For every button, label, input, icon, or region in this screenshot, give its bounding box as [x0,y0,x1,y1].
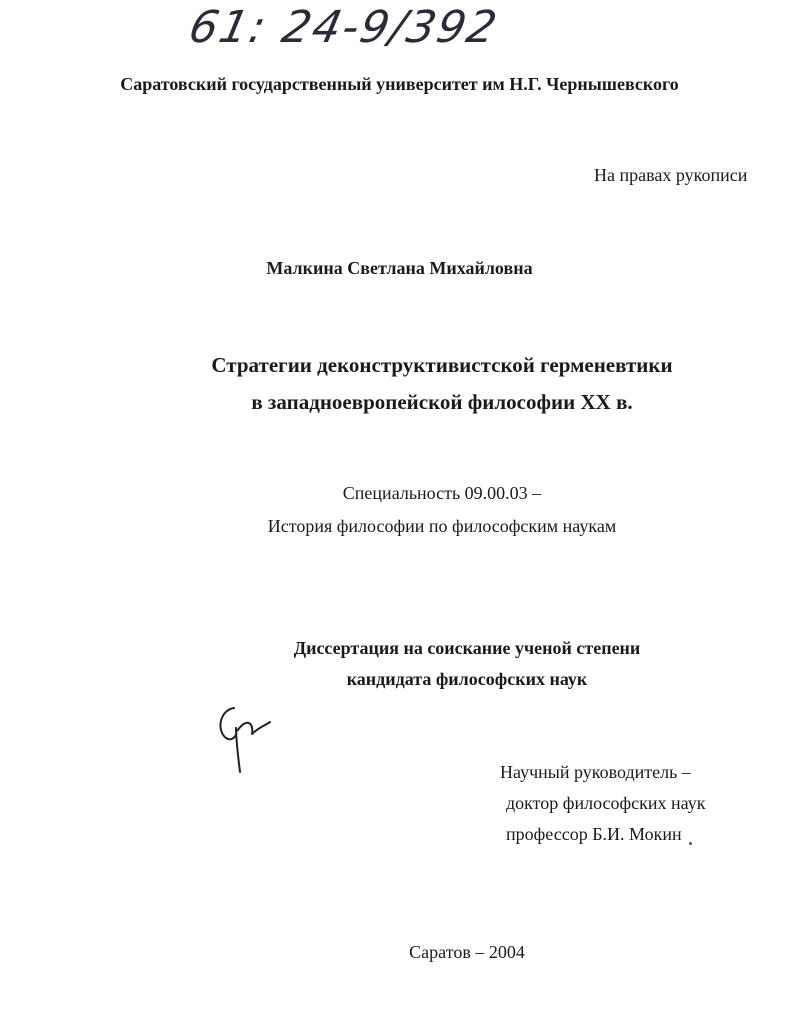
specialty-line-1: Специальность 09.00.03 – [342,483,542,503]
dissertation-title-line-2: в западноевропейской философии XX в. [251,390,633,414]
supervisor-line-2: доктор философских наук [506,793,706,813]
degree-line-2: кандидата философских наук [346,669,588,689]
stray-mark [689,842,692,845]
supervisor-line-3: профессор Б.И. Мокин [506,824,682,844]
university-name: Саратовский государственный университет им Н.Г. Чернышевского [120,74,679,94]
author-name: Малкина Светлана Михайловна [266,258,533,278]
degree-line-1: Диссертация на соискание ученой степени [293,638,641,658]
rights-note: На правах рукописи [594,165,748,185]
handwritten-archive-code: 61: 24-9/392 [184,2,503,53]
dissertation-title-line-1: Стратегии деконструктивистской герменевтики [211,353,673,377]
city-year: Саратов – 2004 [409,942,525,962]
specialty-line-2: История философии по философским наукам [267,516,617,536]
supervisor-line-1: Научный руководитель – [500,762,691,782]
signature-mark [212,700,276,776]
